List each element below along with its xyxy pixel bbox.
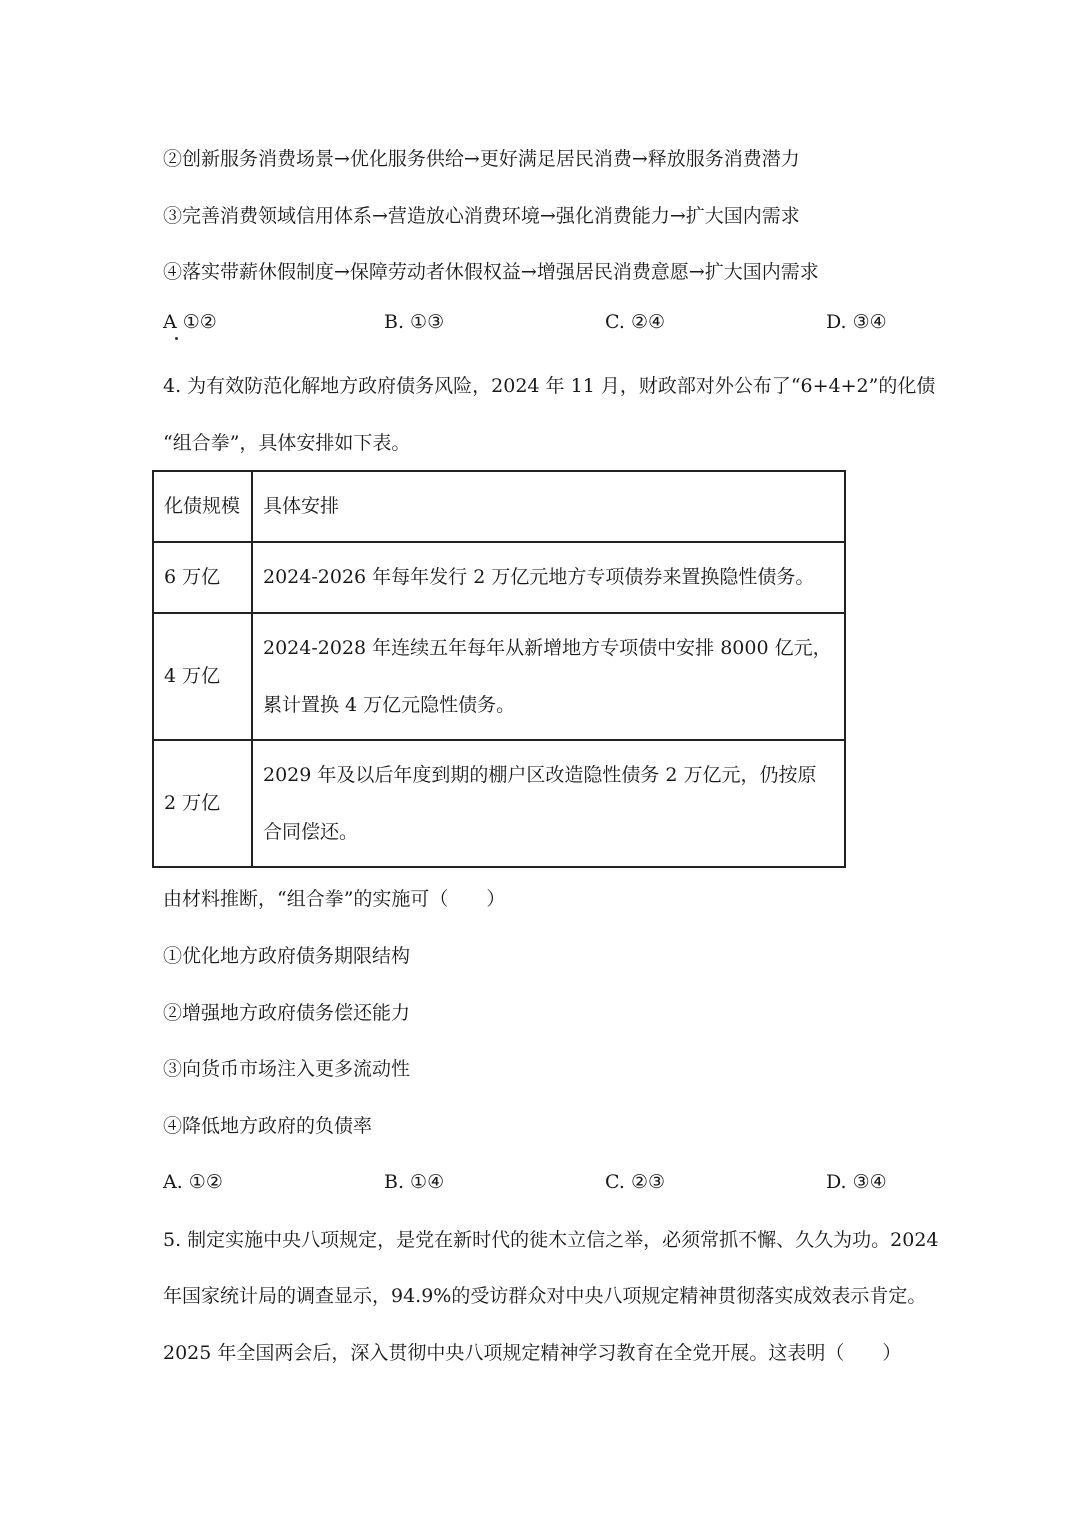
header-arrangement: 具体安排 <box>252 471 845 542</box>
table-row <box>153 613 845 740</box>
q3-option-c[interactable]: C. ②④ <box>605 311 666 333</box>
stray-dot <box>175 337 178 340</box>
row-scale: 4 万亿 <box>153 613 252 740</box>
row-scale: 2 万亿 <box>153 740 252 867</box>
q3-option-d[interactable]: D. ③④ <box>826 311 887 333</box>
table-header-row <box>153 471 845 542</box>
q4-option-c[interactable]: C. ②③ <box>605 1171 666 1193</box>
debt-plan-table <box>152 470 846 868</box>
q4-item-2: ②增强地方政府债务偿还能力 <box>163 1002 411 1024</box>
q5-stem-line-1: 5. 制定实施中央八项规定，是党在新时代的徙木立信之举，必须常抓不懈、久久为功。2024 <box>163 1229 939 1251</box>
q3-item-3: ③完善消费领域信用体系→营造放心消费环境→强化消费能力→扩大国内需求 <box>163 205 800 227</box>
q4-option-d[interactable]: D. ③④ <box>826 1171 887 1193</box>
q4-item-4: ④降低地方政府的负债率 <box>163 1115 373 1137</box>
q3-option-a[interactable]: A ①② <box>163 311 217 333</box>
table-row <box>153 542 845 613</box>
q5-stem-line-2: 年国家统计局的调查显示，94.9%的受访群众对中央八项规定精神贯彻落实成效表示肯定。 <box>163 1285 927 1307</box>
q3-options <box>163 310 923 334</box>
q4-option-a[interactable]: A. ①② <box>163 1171 223 1193</box>
q4-question: 由材料推断，“组合拳”的实施可（ ） <box>163 888 506 910</box>
q4-item-3: ③向货币市场注入更多流动性 <box>163 1058 411 1080</box>
q3-item-2: ②创新服务消费场景→优化服务供给→更好满足居民消费→释放服务消费潜力 <box>163 148 800 170</box>
q4-stem-line-1: 4. 为有效防范化解地方政府债务风险，2024 年 11 月，财政部对外公布了“6+4+2”的化债 <box>163 375 936 397</box>
q3-item-4: ④落实带薪休假制度→保障劳动者休假权益→增强居民消费意愿→扩大国内需求 <box>163 261 819 283</box>
q4-options <box>163 1170 923 1194</box>
header-scale: 化债规模 <box>153 471 252 542</box>
table-row <box>153 740 845 867</box>
q5-stem-line-3: 2025 年全国两会后，深入贯彻中央八项规定精神学习教育在全党开展。这表明（ ） <box>163 1342 902 1364</box>
row-arrangement: 2024-2028 年连续五年每年从新增地方专项债中安排 8000 亿元，累计置换 4 万亿元隐性债务。 <box>252 613 845 740</box>
row-scale: 6 万亿 <box>153 542 252 613</box>
q3-option-b[interactable]: B. ①③ <box>384 311 445 333</box>
q4-item-1: ①优化地方政府债务期限结构 <box>163 945 411 967</box>
q4-option-b[interactable]: B. ①④ <box>384 1171 445 1193</box>
row-arrangement: 2029 年及以后年度到期的棚户区改造隐性债务 2 万亿元，仍按原合同偿还。 <box>252 740 845 867</box>
q4-stem-line-2: “组合拳”，具体安排如下表。 <box>163 432 411 454</box>
row-arrangement: 2024-2026 年每年发行 2 万亿元地方专项债券来置换隐性债务。 <box>252 542 845 613</box>
